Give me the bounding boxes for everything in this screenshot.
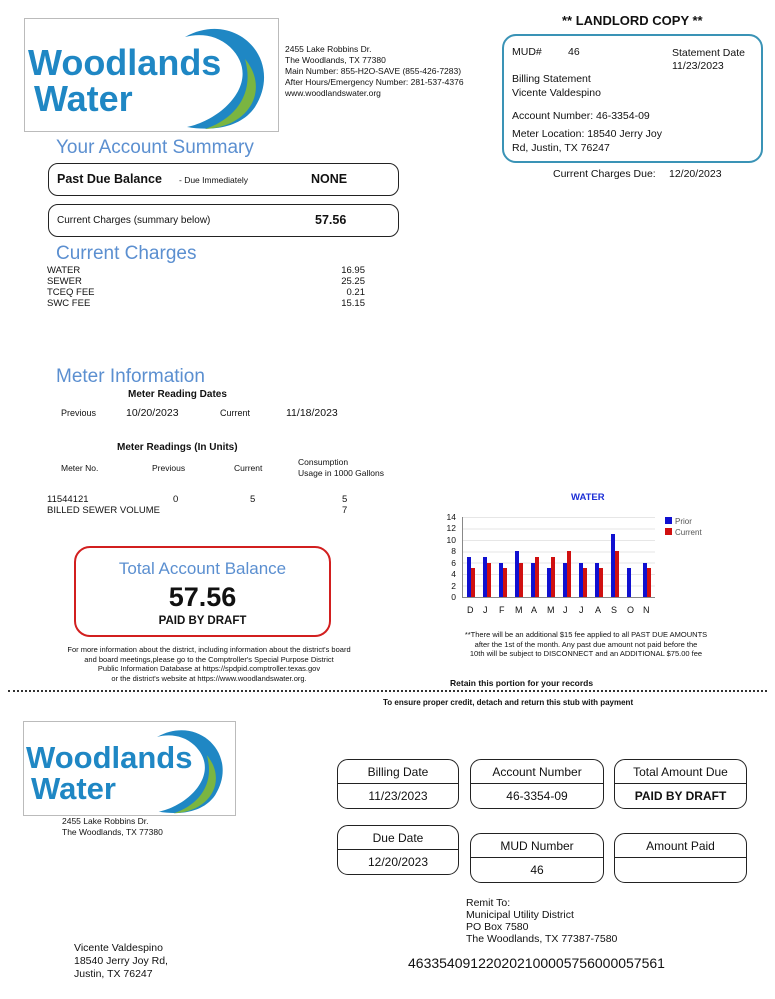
account-number-box — [470, 759, 604, 809]
total-balance-title: Total Account Balance — [118, 559, 287, 578]
x-tick-label: M — [547, 605, 555, 615]
current-charges-due-label: Current Charges Due: — [553, 168, 656, 180]
current-charges-due: 12/20/2023 — [669, 168, 722, 180]
company-address2: The Woodlands, TX 77380 — [285, 55, 386, 65]
bar-prior-10 — [627, 568, 631, 597]
customer-address — [74, 942, 168, 981]
charge-row — [47, 287, 365, 298]
bar-current-3 — [519, 563, 523, 597]
billing-date-label: Billing Date — [338, 760, 458, 784]
x-tick-label: S — [611, 605, 618, 615]
charge-row — [47, 276, 365, 287]
total-balance-box — [74, 546, 331, 637]
legend-item-prior — [665, 516, 702, 527]
x-tick-label: J — [483, 605, 488, 615]
stub-customer-addr2: Justin, TX 76247 — [74, 968, 153, 980]
charge-row — [47, 265, 365, 276]
y-tick-label: 12 — [446, 523, 456, 534]
meter-location-1: Meter Location: 18540 Jerry Joy — [512, 128, 662, 140]
bar-current-7 — [583, 568, 587, 597]
legend-label-current: Current — [675, 528, 702, 537]
account-summary-heading: Your Account Summary — [56, 137, 254, 158]
readings-title: Meter Readings (In Units) — [117, 442, 238, 453]
landlord-copy-title: ** LANDLORD COPY ** — [562, 13, 703, 28]
previous-label: Previous — [61, 408, 97, 418]
logo-text-line2: Water — [34, 78, 133, 119]
x-tick-label: O — [627, 605, 635, 615]
x-tick-label: A — [531, 605, 538, 615]
chart-title: WATER — [571, 492, 605, 503]
past-due-value: NONE — [311, 172, 348, 186]
company-after-hours: After Hours/Emergency Number: 281-537-4376 — [285, 77, 464, 87]
total-balance-status: PAID BY DRAFT — [158, 615, 247, 627]
charge-amount: 25.25 — [341, 276, 365, 287]
mud-number-value: 46 — [530, 863, 544, 877]
company-website[interactable]: www.woodlandswater.org — [285, 88, 381, 98]
y-tick-label: 4 — [451, 569, 456, 580]
y-tick-label: 14 — [446, 512, 456, 522]
due-date-value: 12/20/2023 — [367, 855, 429, 869]
reading-meter-no: 11544121 — [47, 494, 89, 505]
stub-logo-text-line2: Water — [31, 771, 116, 806]
scanline: 463354091220202100005756000057561 — [408, 955, 665, 971]
col-consumption-2: Usage in 1000 Gallons — [298, 468, 385, 478]
reading-current: 5 — [250, 494, 256, 505]
total-due-label: Total Amount Due — [615, 760, 746, 784]
fee-notice — [440, 630, 732, 659]
amount-paid-field[interactable] — [615, 858, 746, 882]
charge-amount: 0.21 — [346, 287, 365, 298]
charges-list — [47, 265, 365, 309]
statement-date-label: Statement Date — [672, 47, 745, 59]
col-previous: Previous — [152, 463, 186, 473]
due-date-label: Due Date — [338, 826, 458, 850]
fee-notice-line1: **There will be an additional $15 fee applied to all PAST DUE AMOUNTS — [464, 630, 708, 639]
customer-name: Vicente Valdespino — [512, 87, 601, 99]
legend-item-current — [665, 527, 702, 538]
y-tick-label: 10 — [446, 534, 456, 545]
bar-current-2 — [503, 568, 507, 597]
district-info-line1: For more information about the district, including information about the district's board — [67, 645, 351, 654]
x-tick-label: M — [515, 605, 523, 615]
charge-amount: 15.15 — [341, 298, 365, 309]
due-date-box — [337, 825, 459, 875]
stub-account-number-value: 46-3354-09 — [506, 789, 568, 803]
chart-x-labels — [462, 605, 654, 617]
mud-number-label: MUD Number — [471, 834, 603, 858]
retain-text: Retain this portion for your records — [450, 678, 594, 688]
billing-date-box — [337, 759, 459, 809]
sewer-volume-value: 7 — [342, 505, 348, 516]
bar-current-5 — [551, 557, 555, 597]
stub-customer-addr1: 18540 Jerry Joy Rd, — [74, 955, 168, 967]
billing-statement: Billing Statement — [512, 73, 591, 85]
detach-line[interactable] — [8, 690, 767, 692]
charge-name: SWC FEE — [47, 298, 91, 309]
previous-date: 10/20/2023 — [126, 407, 179, 419]
charge-name: WATER — [47, 265, 81, 276]
statement-box — [502, 34, 763, 163]
sewer-volume-label: BILLED SEWER VOLUME — [47, 505, 160, 516]
bar-current-8 — [599, 568, 603, 597]
company-main-number: Main Number: 855-H2O-SAVE (855-426-7283) — [285, 66, 462, 76]
account-number: Account Number: 46-3354-09 — [512, 110, 650, 122]
company-address1: 2455 Lake Robbins Dr. — [285, 44, 372, 54]
reading-previous: 0 — [173, 494, 179, 505]
charge-row — [47, 298, 365, 309]
past-due-pill — [48, 163, 399, 196]
x-tick-label: F — [499, 605, 505, 615]
charge-name: TCEQ FEE — [47, 287, 95, 298]
remit-title: Remit To: — [466, 897, 511, 909]
past-due-note: - Due Immediately — [179, 175, 248, 185]
past-due-label: Past Due Balance — [57, 172, 162, 186]
stub-customer-name: Vicente Valdespino — [74, 942, 163, 954]
bar-current-1 — [487, 563, 491, 597]
stub-address2: The Woodlands, TX 77380 — [62, 827, 163, 837]
stub-account-number-label: Account Number — [471, 760, 603, 784]
legend-swatch-current — [665, 528, 672, 535]
reading-consumption: 5 — [342, 494, 348, 505]
total-balance-amount: 57.56 — [168, 582, 237, 612]
amount-paid-box — [614, 833, 747, 883]
bar-current-9 — [615, 551, 619, 597]
current-charges-heading: Current Charges — [56, 243, 197, 264]
y-tick-label: 2 — [451, 580, 456, 591]
chart-y-ticks — [440, 512, 456, 604]
district-info-line4: or the district's website at https://www.woodlandswater.org. — [111, 673, 307, 683]
stub-company-address — [62, 816, 163, 838]
x-tick-label: D — [467, 605, 474, 615]
current-charges-pill — [48, 204, 399, 237]
mud-number-box — [470, 833, 604, 883]
meter-location-2: Rd, Justin, TX 76247 — [512, 142, 610, 154]
charge-name: SEWER — [47, 276, 82, 287]
remit-line3: The Woodlands, TX 77387-7580 — [466, 933, 618, 945]
bar-current-6 — [567, 551, 571, 597]
mud-label: MUD# — [512, 46, 542, 58]
col-current: Current — [234, 463, 263, 473]
total-due-box — [614, 759, 747, 809]
legend-label-prior: Prior — [675, 517, 692, 526]
col-consumption-1: Consumption — [298, 457, 349, 467]
remit-line1: Municipal Utility District — [466, 909, 574, 921]
reading-dates-title: Meter Reading Dates — [128, 389, 227, 400]
x-tick-label: N — [643, 605, 650, 615]
logo-text-line1: Woodlands — [28, 42, 222, 83]
district-info — [44, 645, 374, 683]
current-charges-value: 57.56 — [315, 213, 347, 227]
total-due-value: PAID BY DRAFT — [634, 789, 727, 803]
mud-value: 46 — [568, 46, 580, 58]
y-tick-label: 6 — [451, 557, 456, 568]
x-tick-label: J — [579, 605, 584, 615]
stub-company-logo — [23, 721, 236, 816]
stub-address1: 2455 Lake Robbins Dr. — [62, 816, 149, 826]
bar-current-11 — [647, 568, 651, 597]
y-tick-label: 0 — [451, 592, 456, 602]
stub-instruction: To ensure proper credit, detach and return this stub with payment — [383, 698, 634, 707]
remit-line2: PO Box 7580 — [466, 921, 529, 933]
current-charges-label: Current Charges (summary below) — [57, 215, 211, 226]
fee-notice-line3: 10th will be subject to DISCONNECT and an ADDITIONAL $75.00 fee — [469, 649, 703, 658]
statement-date: 11/23/2023 — [672, 60, 724, 72]
chart-legend — [665, 516, 702, 538]
remit-to — [466, 897, 617, 945]
district-info-line2: and board meetings,please go to the Comptroller's Special Purpose District — [84, 654, 334, 664]
x-tick-label: J — [563, 605, 568, 615]
bar-current-0 — [471, 568, 475, 597]
legend-swatch-prior — [665, 517, 672, 524]
x-tick-label: A — [595, 605, 602, 615]
current-label: Current — [220, 408, 251, 418]
billing-date-value: 11/23/2023 — [368, 789, 428, 803]
current-date: 11/18/2023 — [286, 407, 338, 419]
charge-amount: 16.95 — [341, 265, 365, 276]
district-info-line3: Public Information Database at https://spdpid.comptroller.texas.gov — [97, 664, 321, 673]
company-logo — [24, 18, 279, 132]
chart-plot-area — [462, 517, 655, 598]
bar-current-4 — [535, 557, 539, 597]
fee-notice-line2: after the 1st of the month. Any past due amount not paid before the — [474, 639, 698, 649]
y-tick-label: 8 — [451, 546, 456, 557]
company-contact — [285, 44, 464, 99]
meter-info-heading: Meter Information — [56, 366, 205, 387]
amount-paid-label: Amount Paid — [615, 834, 746, 858]
stub-logo-text-line1: Woodlands — [26, 740, 193, 775]
col-meter-no: Meter No. — [61, 463, 99, 473]
